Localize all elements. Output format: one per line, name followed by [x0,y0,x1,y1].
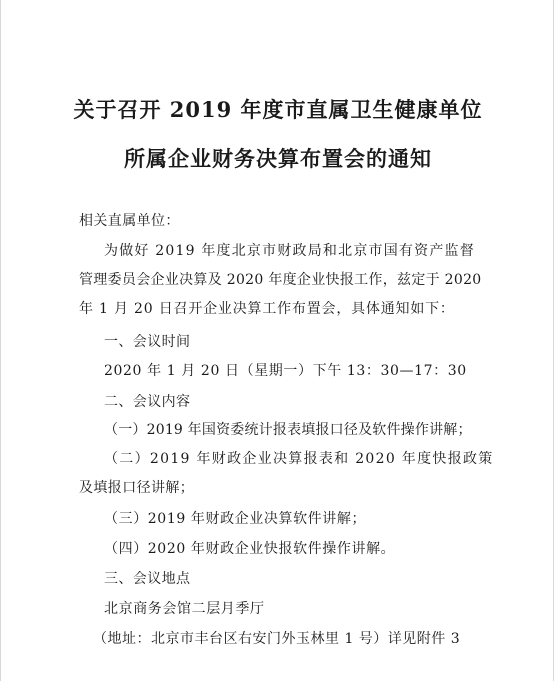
notice-title-line-1: 关于召开 2019 年度市直属卫生健康单位 [73,97,483,122]
content-item-1: （一）2019 年国资委统计报表填报口径及软件操作讲解； [104,422,472,438]
section-heading-time: 一、会议时间 [104,334,191,350]
content-item-2-line-2: 及填报口径讲解； [79,480,195,496]
intro-line-3: 年 1 月 20 日召开企业决算工作布置会，具体通知如下： [79,301,455,317]
section-heading-content: 二、会议内容 [104,394,191,410]
section-heading-venue: 三、会议地点 [104,571,191,587]
meeting-venue: 北京商务会馆二层月季厅 [104,601,265,617]
content-item-3: （三）2019 年财政企业决算软件讲解； [104,511,367,527]
intro-line-1: 为做好 2019 年度北京市财政局和北京市国有资产监督 [104,243,475,259]
venue-address: （地址：北京市丰台区右安门外玉林里 1 号）详见附件 3 [93,631,461,647]
meeting-time: 2020 年 1 月 20 日（星期一）下午 13：30—17：30 [104,363,467,379]
notice-title-line-2: 所属企业财务决算布置会的通知 [124,146,432,171]
intro-line-2: 管理委员会企业决算及 2020 年度企业快报工作，兹定于 2020 [79,272,482,288]
salutation: 相关直属单位： [79,213,180,229]
content-item-2-line-1: （二）2019 年财政企业决算报表和 2020 年度快报政策 [104,451,494,467]
content-item-4: （四）2020 年财政企业快报软件操作讲解。 [104,541,396,557]
